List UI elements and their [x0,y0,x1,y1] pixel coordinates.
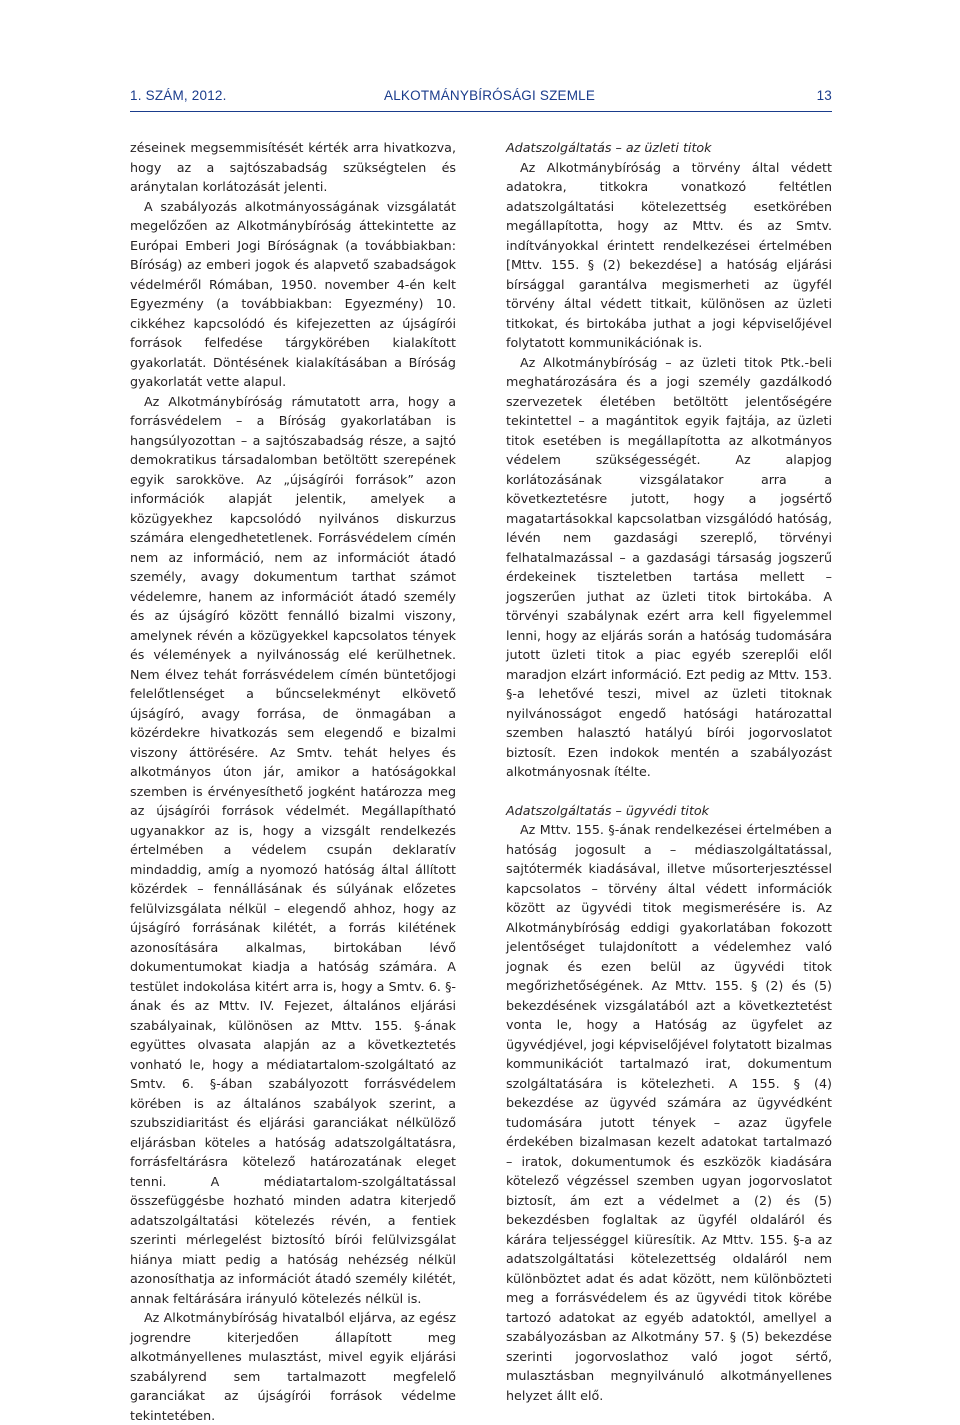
journal-title: ALKOTMÁNYBÍRÓSÁGI SZEMLE [384,88,596,103]
header-rule [130,111,832,112]
paragraph: zéseinek megsemmisítését kérték arra hivatkozva, hogy az a sajtószabadság szükségtelen és aránytalan korlátozását jelenti. [130,140,456,194]
paragraph: Az Alkotmánybíróság hivatalból eljárva, az egész jogrendre kiterjedően állapított meg alkotmányellenes mulasztást, mivel egyik eljárási szabályrend sem tartalmazott megfelelő garanciákat az újságírói források védelme tekintetében. [130,1310,456,1423]
section-heading: Adatszolgáltatás – az üzleti titok [506,140,712,155]
paragraph: Az Alkotmánybíróság a törvény által védett adatokra, titkokra vonatkozó feltétlen adatszolgáltatási kötelezettség esetkörében megállapította, hogy az Mttv. és az Smtv. indítványokkal érintett rendelkezései értelmében [Mttv. 155. § (2) bekezdése] a hatóság eljárási bírsággal garantálva megismerheti az ügyfél törvény által védett titkait, különösen az üzleti titkokat, és birtokába juthat a jogi képviselőjével folytatott kommunikációnak is. [506,159,832,350]
page-number: 13 [816,88,832,103]
paragraph: Az Alkotmánybíróság – az üzleti titok Ptk.-beli meghatározására és a jogi személy gazdálkodó szervezetek életében betöltött jelentőségére tekintettel – a magántitok egyik fajtája, az üzleti titok esetében is megállapította az alkotmányos védelem szükségességét. Az alapjog korlátozásának vizsgálatakor arra a következtetésre jutott, hogy a jogsértő magatartásokkal kapcsolatban vizsgálódó hatóság, lévén nem gazdasági szereplő, törvényi felhatalmazással – a gazdasági társaság jogszerű érdekeinek tiszteletben tartása mellett – jogszerűen juthat az üzleti titok birtokába. A törvényi szabálynak ezért arra kell figyelemmel lenni, hogy az eljárás során a hatóság tudomására jutott üzleti titok a piac egyéb szereplői elől maradjon elzárt információ. Ezt pedig az Mttv. 153. §-a lehetővé teszi, mivel az üzleti titoknak nyilvánosságot engedő hatósági határozattal szemben halasztó hatályú bírói jogorvoslatot biztosít. Ezen indokok mentén a szabályozást alkotmányosnak ítélte. [506,354,832,779]
paragraph: Az Mttv. 155. §-ának rendelkezései értelmében a hatóság jogosult a – médiaszolgáltatással, sajtótermék kiadásával, illetve műsorterjesztéssel kapcsolatos – törvény által védett információk között az ügyvédi titok megismerésére is. Az Alkotmánybíróság eddigi gyakorlatában fokozott jelentőséget tulajdonított a védelemhez való jognak és ezen belül az ügyvédi titok megőrizhetőségének. Az Mttv. 155. § (2) és (5) bekezdésének vizsgálatából azt a következtetést vonta le, hogy a Hatóság az ügyfelet az ügyvédjével, jogi képviselőjével folytatott bizalmas kommunikációt tartalmazó irat, dokumentum szolgáltatására is kötelezheti. A 155. § (4) bekezdése az ügyvéd számára az ügyvédként tudomására jutott tények – azaz ügyfele érdekében bizalmasan kezelt adatokat tartalmazó – iratok, dokumentumok és eszközök kiadására kötelező végzéssel szemben ugyan jogorvoslatot biztosít, ám ezt a védelmet a (2) és (5) bekezdésben foglaltak az ügyfél oldaláról és kárára teljességgel kiüresítik. Az Mttv. 155. §-a az adatszolgáltatási kötelezettség oldaláról nem különböztet adat és adat között, nem különbözteti meg a forrásvédelem és az ügyvédi titok körébe tartozó adatokat az egyéb adatoktól, amellyel a szabályozásban az Alkotmány 57. § (5) bekezdése szerinti jogorvoslathoz való jogot sértő, mulasztásban megnyilvánuló alkotmányellenes helyzet állt elő. [506,822,832,1403]
issue-label: 1. SZÁM, 2012. [130,88,227,103]
left-column [130,138,456,1425]
section-heading: Adatszolgáltatás – ügyvédi titok [506,802,710,818]
paragraph: Az Alkotmánybíróság rámutatott arra, hogy a forrásvédelem – a Bíróság gyakorlatában is hangsúlyozottan – a sajtószabadság része, a sajtó demokratikus társadalomban betöltött szerepének egyik sarokköve. Az „újságírói források” azon információk alapját jelentik, amelyek a közügyekhez kapcsolódó nyilvános diskurzus számára elengedhetetlenek. Forrásvédelem címén nem az információ, nem az információt átadó személy, avagy dokumentum tarthat számot védelemre, hanem az információt átadó személy és az újságíró között fennálló bizalmi viszony, amelynek révén a közügyekkel kapcsolatos tények és vélemények a nyilvánosság elé kerülhetnek. Nem élvez tehát forrásvédelem címén büntetőjogi felelőtlenséget a bűncselekményt elkövető újságíró, avagy forrása, de önmagában a közérdekre hivatkozás sem elegendő e bizalmi viszony áttörésére. Az Smtv. tehát helyes és alkotmányos úton jár, amikor a hatóságokkal szemben is érvényesíthető jogként határozza meg az újságírói források védelmét. Megállapítható ugyanakkor az is, hogy a vizsgált rendelkezés értelmében a védelem csupán deklaratív mindaddig, amíg a nyomozó hatóság által állított közérdek – fennállásának és súlyának előzetes felülvizsgálata nélkül – elegendő ahhoz, hogy az újságíró forrásának kilétét, a forrás kilétének azonosítására alkalmas, birtokában lévő dokumentumokat kiadja a hatóság számára. A testület indokolása kitért arra is, hogy a Smtv. 6. §-ának és az Mttv. IV. Fejezet, általános eljárási szabályainak, különösen az Mttv. 155. §-ának együttes olvasata alapján az a következtetés vonható le, hogy a médiatartalom-szolgáltató az Smtv. 6. §-ában szabályozott forrásvédelem körében is az általános szabályok szerint, a szubszidiaritást és eljárási garanciákat nélkülöző eljárásban köteles a hatóság adatszolgáltatásra, forrásfeltárásra kötelező határozatának eleget tenni. A médiatartalom-szolgáltatással összefüggésbe hozható minden adatra kiterjedő adatszolgáltatási kötelezés révén, a fentiek szerinti mérlegelést biztosító bírói felülvizsgálat hiánya miatt pedig a hatóság nehézség nélkül azonosíthatja az információt átadó személy kilétét, annak feltárására irányuló kötelezés nélkül is. [130,393,456,1306]
right-column [506,138,832,1405]
paragraph: A szabályozás alkotmányosságának vizsgálatát megelőzően az Alkotmánybíróság áttekintette az Európai Emberi Jogi Bíróságnak (a továbbiakban: Bíróság) az emberi jogok és alapvető szabadságok védelméről Rómában, 1950. november 4-én kelt Egyezmény (a továbbiakban: Egyezmény) 10. cikkéhez kapcsolódó és kifejezetten az újságírói források felfedése tárgykörében kialakított gyakorlatát. Döntésének kialakításában a Bíróság gyakorlatát vette alapul. [130,198,456,389]
running-header [130,88,832,110]
